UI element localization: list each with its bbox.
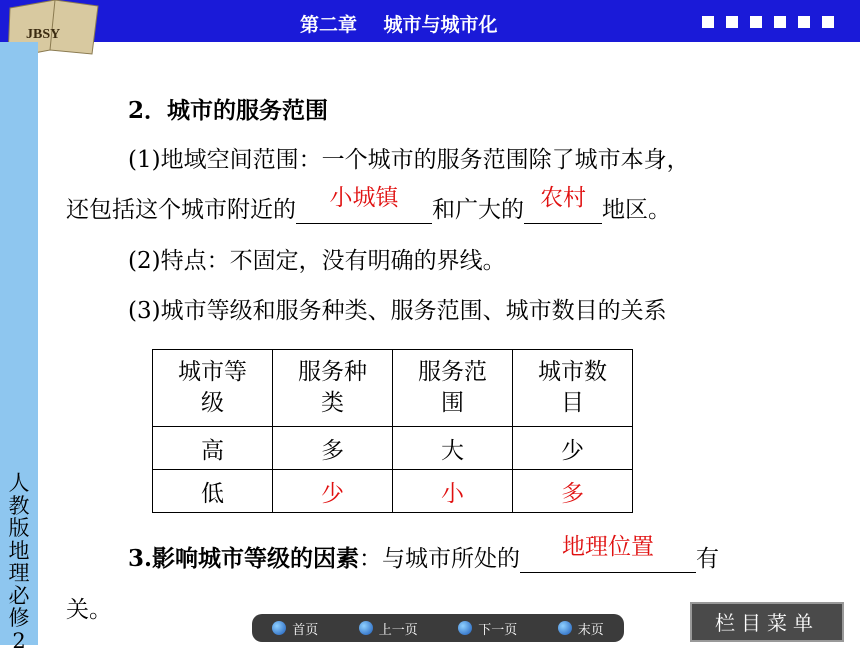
nav-first-page-button[interactable]: 首页 — [272, 619, 318, 638]
circle-icon — [558, 621, 572, 635]
table-header-cell: 服务种 类 — [273, 350, 393, 427]
paragraph-3: (3)城市等级和服务种类、服务范围、城市数目的关系 — [128, 298, 667, 324]
circle-icon — [272, 621, 286, 635]
paragraph-1a: (1)地域空间范围：一个城市的服务范围除了城市本身， — [128, 147, 690, 173]
table-cell: 高 — [153, 427, 273, 470]
nav-last-page-button[interactable]: 末页 — [558, 619, 604, 638]
paragraph-2: (2)特点：不固定，没有明确的界线。 — [128, 248, 506, 274]
blank-countryside: 农村 — [524, 199, 602, 224]
top-bar — [0, 0, 860, 42]
table-answer-cell: 少 — [273, 470, 393, 513]
page-nav-bar — [252, 614, 624, 642]
nav-next-page-button[interactable]: 下一页 — [458, 619, 517, 638]
table-answer-cell: 多 — [513, 470, 633, 513]
table-header-cell: 服务范 围 — [393, 350, 513, 427]
circle-icon — [458, 621, 472, 635]
table-cell: 多 — [273, 427, 393, 470]
paragraph-1b: 还包括这个城市附近的 小城镇 和广大的 农村 地区。 — [66, 185, 671, 223]
table-header-cell: 城市等 级 — [153, 350, 273, 427]
blank-small-towns: 小城镇 — [296, 199, 432, 224]
textbook-label: 人教版地理必修2 — [8, 471, 30, 653]
decor-squares — [702, 16, 834, 28]
blank-location: 地理位置 — [520, 548, 696, 573]
section-heading: 2．城市的服务范围 — [128, 97, 329, 124]
table-header-cell: 城市数 目 — [513, 350, 633, 427]
city-level-table — [152, 349, 633, 513]
table-answer-cell: 小 — [393, 470, 513, 513]
paragraph-4: 3.影响城市等级的因素：与城市所处的 地理位置 有 — [128, 534, 720, 572]
svg-text:JBSY: JBSY — [26, 27, 61, 42]
table-cell: 大 — [393, 427, 513, 470]
circle-icon — [359, 621, 373, 635]
table-cell: 低 — [153, 470, 273, 513]
table-cell: 少 — [513, 427, 633, 470]
nav-prev-page-button[interactable]: 上一页 — [359, 619, 418, 638]
sidebar — [0, 42, 38, 653]
chapter-title: 第二章 城市与城市化 — [300, 14, 498, 36]
table-row — [153, 427, 633, 470]
table-header-row — [153, 350, 633, 427]
paragraph-4-end: 关。 — [66, 597, 112, 623]
table-row — [153, 470, 633, 513]
section-menu-button[interactable]: 栏目菜单 — [690, 602, 844, 642]
